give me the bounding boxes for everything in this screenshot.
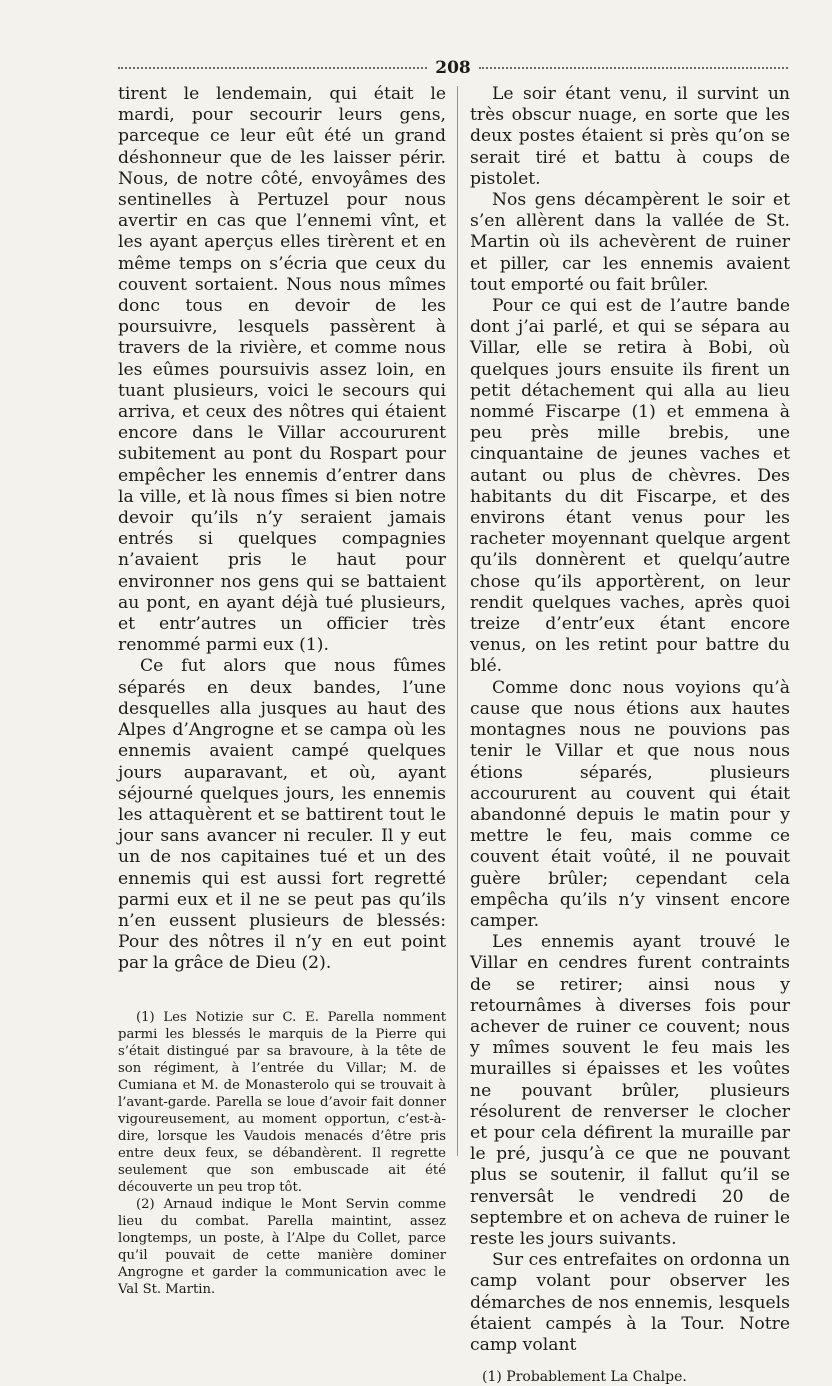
page-header <box>118 56 788 80</box>
footnote-right-1: (1) Probablement La Chalpe. <box>482 1369 687 1386</box>
left-footnotes <box>118 1009 446 1298</box>
right-column <box>470 84 790 1386</box>
right-paragraph-4: Comme donc nous voyions qu’à cause que nous étions aux hautes montagnes nous ne pouvions pas tenir le Villar et que nous nous étions séparés, plusieurs accoururent au couvent qui était abandonné depuis le matin pour y mettre le feu, mais comme ce couvent était voûté, il ne pouvait guère brûler; cependant cela empêcha qu’ils n’y vinsent encore camper. <box>470 677 790 931</box>
right-paragraph-3: Pour ce qui est de l’autre bande dont j’ai parlé, et qui se sépara au Villar, elle se retira à Bobi, où quelques jours ensuite ils firent un petit détachement qui alla au lieu nommé Fiscarpe (1) et emmena à peu près mille brebis, une cinquantaine de jeunes vaches et autant ou plus de chèvres. Des habitants du dit Fiscarpe, et des environs étant venus pour les racheter moyennant quelque argent qu’ils donnèrent et quelqu’autre chose qu’ils apportèrent, on leur rendit quelques vaches, après quoi treize d’entr’eux étant encore venus, on les retint pour battre du blé. <box>470 296 790 677</box>
right-paragraph-6: Sur ces entrefaites on ordonna un camp volant pour observer les démarches de nos ennemis, lesquels étaient campés à la Tour. Notre camp volant <box>470 1250 790 1355</box>
page-number: 208 <box>435 58 471 78</box>
right-footnotes <box>470 1368 790 1386</box>
left-paragraph-1: tirent le lendemain, qui était le mardi, pour secourir leurs gens, parceque ce leur eût été un grand déshonneur que de les laisser périr. Nous, de notre côté, envoyâmes des sentinelles à Pertuzel pour nous avertir en cas que l’ennemi vînt, et les ayant aperçus elles tirèrent et en même temps on s’écria que ceux du couvent sortaient. Nous nous mîmes donc tous en devoir de les poursuivre, lesquels passèrent à travers de la rivière, et comme nous les eûmes poursuivis assez loin, en tuant plusieurs, voici le secours qui arriva, et ceux des nôtres qui étaient encore dans le Villar accoururent subitement au pont du Rospart pour empêcher les ennemis d’entrer dans la ville, et là nous fîmes si bien notre devoir qu’ils n’y seraient jamais entrés si quelques compagnies n’avaient pris le haut pour environner nos gens qui se battaient au pont, en ayant déjà tué plusieurs, et entr’autres un officier très renommé parmi eux (1). <box>118 84 446 656</box>
footnote-1: (1) Les Notizie sur C. E. Parella nomment parmi les blessés le marquis de la Pierre qui s’était distingué par sa bravoure, à la tête de son régiment, à l’entrée du Villar; M. de Cumiana et M. de Monasterolo qui se trouvait à l’avant-garde. Parella se loue d’avoir fait donner vigoureusement, au moment opportun, c’est-à-dire, lorsque les Vaudois menacés d’être pris entre deux feux, se débandèrent. Il regrette seulement que son embuscade ait été découverte un peu trop tôt. <box>118 1009 446 1195</box>
left-paragraph-2: Ce fut alors que nous fûmes séparés en deux bandes, l’une desquelles alla jusques au haut des Alpes d’Angrogne et se campa où les ennemis avaient campé quelques jours auparavant, et où, ayant séjourné quelques jours, les ennemis les attaquèrent et se battirent tout le jour sans avancer ni reculer. Il y eut un de nos capitaines tué et un des ennemis qui est aussi fort regretté parmi eux et il ne se peut pas qu’ils n’en eussent plusieurs de blessés: Pour des nôtres il n’y en eut point par la grâce de Dieu (2). <box>118 656 446 974</box>
right-paragraph-1: Le soir étant venu, il survint un très obscur nuage, en sorte que les deux postes étaient si près qu’on se serait tiré et battu à coups de pistolet. <box>470 84 790 189</box>
right-paragraph-2: Nos gens décampèrent le soir et s’en allèrent dans la vallée de St. Martin où ils achevèrent de ruiner et piller, car les ennemis avaient tout emporté ou fait brûler. <box>470 190 790 295</box>
header-rule-left <box>118 67 427 69</box>
header-rule-right <box>479 67 788 69</box>
footnote-2: (2) Arnaud indique le Mont Servin comme lieu du combat. Parella maintint, assez longtemps, un poste, à l’Alpe du Collet, parce qu’il pouvait de cette manière dominer Angrogne et garder la communication avec le Val St. Martin. <box>118 1196 446 1297</box>
right-paragraph-5: Les ennemis ayant trouvé le Villar en cendres furent contraints de se retirer; ainsi nous y retournâmes à diverses fois pour achever de ruiner ce couvent; nous y mîmes souvent le feu mais les murailles si épaisses et les voûtes ne pouvant brûler, plusieurs résolurent de renverser le clocher et pour cela défirent la muraille par le pré, jusqu’à ce que ne pouvant plus se soutenir, il fallut qu’il se renversât le vendredi 20 de septembre et on acheva de ruiner le reste les jours suivants. <box>470 932 790 1249</box>
column-divider <box>457 86 458 1156</box>
left-column <box>118 84 446 1298</box>
